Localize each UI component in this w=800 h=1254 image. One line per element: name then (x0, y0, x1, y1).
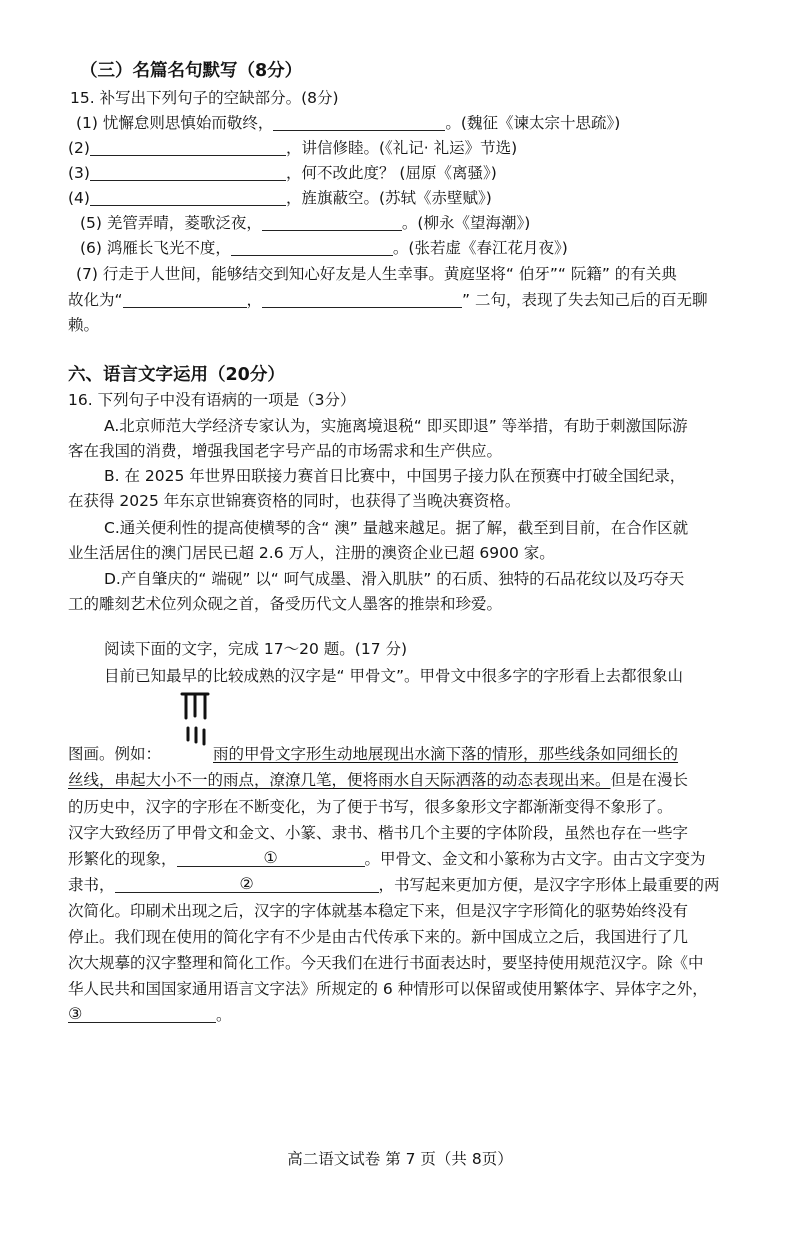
option-d[interactable]: D.产自肇庆的“ 端砚” 以“ 呵气成墨、滑入肌肤” 的石质、独特的石品花纹以及巧夺天 (104, 570, 685, 588)
oracle-bone-rain-glyph (180, 690, 210, 748)
answer-blank-3[interactable] (68, 1003, 216, 1023)
option-a-continued: 客在我国的消费，增强我国老字号产品的市场需求和生产供应。 (68, 442, 503, 460)
passage-text: 但是在漫长 (610, 771, 689, 789)
section-title: （三）名篇名句默写（8分） (80, 61, 303, 81)
answer-blank[interactable] (123, 291, 247, 308)
option-b[interactable]: B. 在 2025 年世界田联接力赛首日比赛中，中国男子接力队在预赛中打破全国纪录， (104, 467, 686, 485)
line-text: (5) 羌管弄晴，菱歌泛夜， (80, 214, 262, 232)
reading-intro: 阅读下面的文字，完成 17～20 题。(17 分) (104, 640, 408, 658)
answer-blank-2[interactable] (115, 873, 379, 893)
answer-blank[interactable] (90, 164, 286, 181)
section-title: 六、语言文字运用（20分） (68, 365, 285, 385)
line-text: (1) 忧懈怠则思慎始而敬终， (76, 114, 274, 132)
answer-blank-1[interactable] (177, 847, 365, 867)
passage-line: 汉字大致经历了甲骨文和金文、小篆、隶书、楷书几个主要的字体阶段，虽然也存在一些字 (68, 824, 689, 842)
recitation-line (68, 186, 492, 208)
page-footer: 高二语文试卷 第 7 页（共 8页） (287, 1150, 513, 1168)
passage-text: 图画。例如： (68, 745, 162, 763)
recitation-line (68, 288, 708, 310)
passage-text: 。 (216, 1006, 232, 1024)
passage-text: 隶书， (68, 876, 115, 894)
answer-blank[interactable] (90, 139, 286, 156)
passage-text: 形繁化的现象， (68, 850, 177, 868)
passage-line: 停止。我们现在使用的简化字有不少是由古代传承下来的。新中国成立之后，我国进行了几 (68, 928, 689, 946)
blank-marker: ② (239, 873, 254, 893)
line-text: ， (246, 291, 263, 309)
line-text: ，何不改此度？ (屈原《离骚》) (285, 164, 497, 182)
underlined-sentence: 丝线，串起大小不一的雨点，潦潦几笔，便将雨水自天际洒落的动态表现出来。 (68, 771, 611, 789)
passage-line (68, 1003, 232, 1025)
passage-text: ，书写起来更加方便，是汉字字形体上最重要的两 (378, 876, 720, 894)
line-text: ，旌旗蔽空。(苏轼《赤壁赋》) (285, 189, 492, 207)
recitation-line (80, 236, 568, 258)
line-text: 。(柳永《望海潮》) (401, 214, 531, 232)
answer-blank[interactable] (231, 239, 393, 256)
answer-blank[interactable] (90, 189, 286, 206)
question-stem: 15. 补写出下列句子的空缺部分。(8分) (70, 89, 339, 107)
line-text: (3) (68, 164, 90, 182)
passage-line: 次简化。印刷术出现之后，汉字的字体就基本稳定下来，但是汉字字形简化的驱势始终没有 (68, 902, 689, 920)
question-stem: 16. 下列句子中没有语病的一项是（3分） (68, 391, 356, 409)
passage-line (68, 742, 678, 764)
recitation-line (68, 161, 497, 183)
line-text: (2) (68, 139, 90, 157)
option-a[interactable]: A.北京师范大学经济专家认为，实施离境退税“ 即买即退” 等举措，有助于刺激国际游 (104, 417, 688, 435)
recitation-line: (7) 行走于人世间，能够结交到知心好友是人生幸事。黄庭坚将“ 伯牙”“ 阮籍” 的有关典 (76, 265, 677, 283)
passage-line (68, 847, 706, 869)
answer-blank[interactable] (273, 114, 445, 131)
option-b-continued: 在获得 2025 年东京世锦赛资格的同时，也获得了当晚决赛资格。 (68, 492, 521, 510)
passage-line: 的历史中，汉字的字形在不断变化，为了便于书写，很多象形文字都渐渐变得不象形了。 (68, 798, 673, 816)
line-text: 。(张若虚《春江花月夜》) (392, 239, 568, 257)
answer-blank[interactable] (262, 291, 462, 308)
recitation-line (68, 136, 517, 158)
option-c[interactable]: C.通关便利性的提高使横琴的含“ 澳” 量越来越足。据了解，截至到目前，在合作区就 (104, 519, 689, 537)
line-text: (6) 鸿雁长飞光不度， (80, 239, 231, 257)
option-d-continued: 工的雕刻艺术位列众砚之首，备受历代文人墨客的推崇和珍爱。 (68, 595, 503, 613)
underlined-sentence: 雨的甲骨文字形生动地展现出水滴下落的情形，那些线条如同细长的 (213, 745, 679, 763)
passage-text: 。甲骨文、金文和小篆称为古文字。由古文字变为 (364, 850, 706, 868)
passage-line: 目前已知最早的比较成熟的汉字是“ 甲骨文”。甲骨文中很多字的字形看上去都很象山 (104, 667, 683, 685)
passage-line: 华人民共和国国家通用语言文字法》所规定的 6 种情形可以保留或使用繁体字、异体字之外， (68, 980, 708, 998)
answer-blank[interactable] (262, 214, 402, 231)
passage-line (68, 873, 720, 895)
line-text: (4) (68, 189, 90, 207)
line-text: ，讲信修睦。(《礼记· 礼运》节选) (285, 139, 518, 157)
option-c-continued: 业生活居住的澳门居民已超 2.6 万人，注册的澳资企业已超 6900 家。 (68, 544, 555, 562)
passage-line (68, 768, 688, 790)
line-text: 故化为“ (68, 291, 123, 309)
line-text: 。(魏征《谏太宗十思疏》) (445, 114, 621, 132)
recitation-line: 赖。 (68, 316, 100, 334)
recitation-line (80, 211, 530, 233)
line-text: ” 二句，表现了失去知己后的百无聊 (462, 291, 708, 309)
recitation-line (76, 111, 620, 133)
passage-line: 次大规摹的汉字整理和简化工作。今天我们在进行书面表达时，要坚持使用规范汉字。除《中 (68, 954, 704, 972)
blank-marker: ③ (68, 1003, 83, 1023)
blank-marker: ① (263, 847, 278, 867)
